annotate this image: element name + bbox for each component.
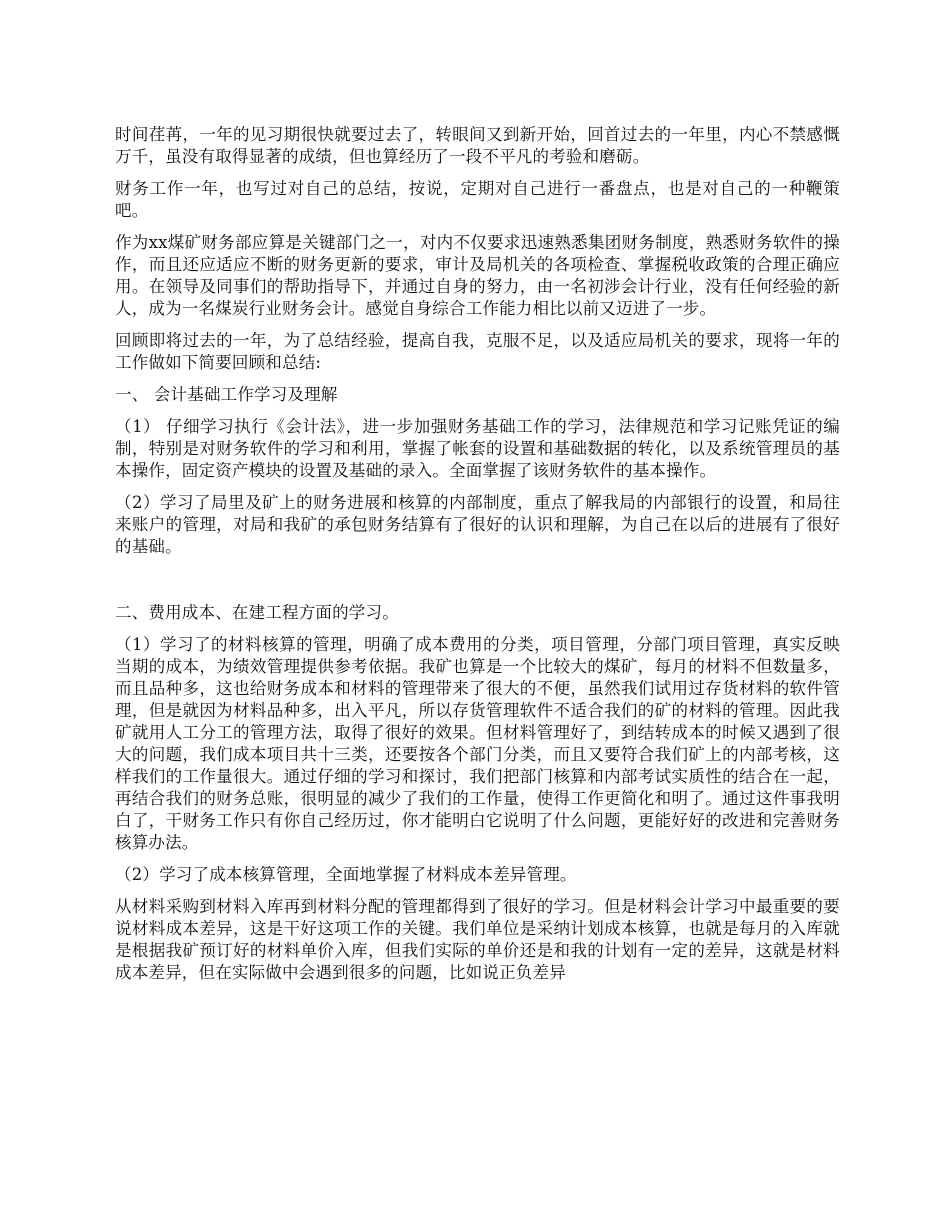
paragraph-section2-item2: （2）学习了成本核算管理，全面地掌握了材料成本差异管理。 bbox=[115, 865, 577, 884]
paragraph-section1-item2: （2）学习了局里及矿上的财务进展和核算的内部制度，重点了解我局的内部银行的设置，和局往来账户的管理，对局和我矿的承包财务结算有了很好的认识和理解，为自己在以后的进展有了很好的基础。 bbox=[115, 493, 840, 556]
paragraph-intro: 时间荏苒，一年的见习期很快就要过去了，转眼间又到新开始，回首过去的一年里，内心不禁感慨万千，虽没有取得显著的成绩，但也算经历了一段不平凡的考验和磨砺。 bbox=[115, 125, 840, 166]
section-spacer bbox=[115, 568, 840, 602]
paragraph-role: 作为xx煤矿财务部应算是关键部门之一，对内不仅要求迅速熟悉集团财务制度，熟悉财务软件的操作，而且还应适应不断的财务更新的要求，审计及局机关的各项检查、掌握税收政策的合理正确应用。在领导及同事们的帮助指导下，并通过自身的努力，由一名初涉会计行业，没有任何经验的新人，成为一名煤炭行业财务会计。感觉自身综合工作能力相比以前又迈进了一步。 bbox=[115, 233, 840, 318]
section-heading-2: 二、费用成本、在建工程方面的学习。 bbox=[115, 603, 399, 622]
paragraph-section1-item1: （1） 仔细学习执行《会计法》，进一步加强财务基础工作的学习，法律规范和学习记账凭证的编制，特别是对财务软件的学习和利用，掌握了帐套的设置和基础数据的转化，以及系统管理员的基本操作，固定资产模块的设置及基础的录入。全面掌握了该财务软件的基本操作。 bbox=[115, 417, 840, 480]
paragraph-summary-purpose: 财务工作一年，也写过对自己的总结，按说，定期对自己进行一番盘点，也是对自己的一种鞭策吧。 bbox=[115, 179, 840, 220]
paragraph-review-intro: 回顾即将过去的一年，为了总结经验，提高自我，克服不足，以及适应局机关的要求，现将一年的工作做如下简要回顾和总结: bbox=[115, 331, 840, 372]
section-heading-1: 一、 会计基础工作学习及理解 bbox=[115, 385, 338, 404]
document-body bbox=[115, 124, 840, 994]
paragraph-section2-detail: 从材料采购到材料入库再到材料分配的管理都得到了很好的学习。但是材料会计学习中最重要的要说材料成本差异，这是干好这项工作的关键。我们单位是采纳计划成本核算，也就是每月的入库就是根据我矿预订好的材料单价入库，但我们实际的单价还是和我的计划有一定的差异，这就是材料成本差异，但在实际做中会遇到很多的问题，比如说正负差异 bbox=[115, 897, 840, 982]
paragraph-section2-item1: （1）学习了的材料核算的管理，明确了成本费用的分类，项目管理，分部门项目管理，真实反映当期的成本，为绩效管理提供参考依据。我矿也算是一个比较大的煤矿，每月的材料不但数量多，而且品种多，这也给财务成本和材料的管理带来了很大的不便，虽然我们试用过存货材料的软件管理，但是就因为材料品种多，出入平凡，所以存货管理软件不适合我们的矿的材料的管理。因此我矿就用人工分工的管理方法，取得了很好的效果。但材料管理好了，到结转成本的时候又遇到了很大的问题，我们成本项目共十三类，还要按各个部门分类，而且又要符合我们矿上的内部考核，这样我们的工作量很大。通过仔细的学习和探讨，我们把部门核算和内部考试实质性的结合在一起，再结合我们的财务总账，很明显的减少了我们的工作量，使得工作更简化和明了。通过这件事我明白了，干财务工作只有你自己经历过，你才能明白它说明了什么问题，更能好好的改进和完善财务核算办法。 bbox=[115, 635, 840, 852]
